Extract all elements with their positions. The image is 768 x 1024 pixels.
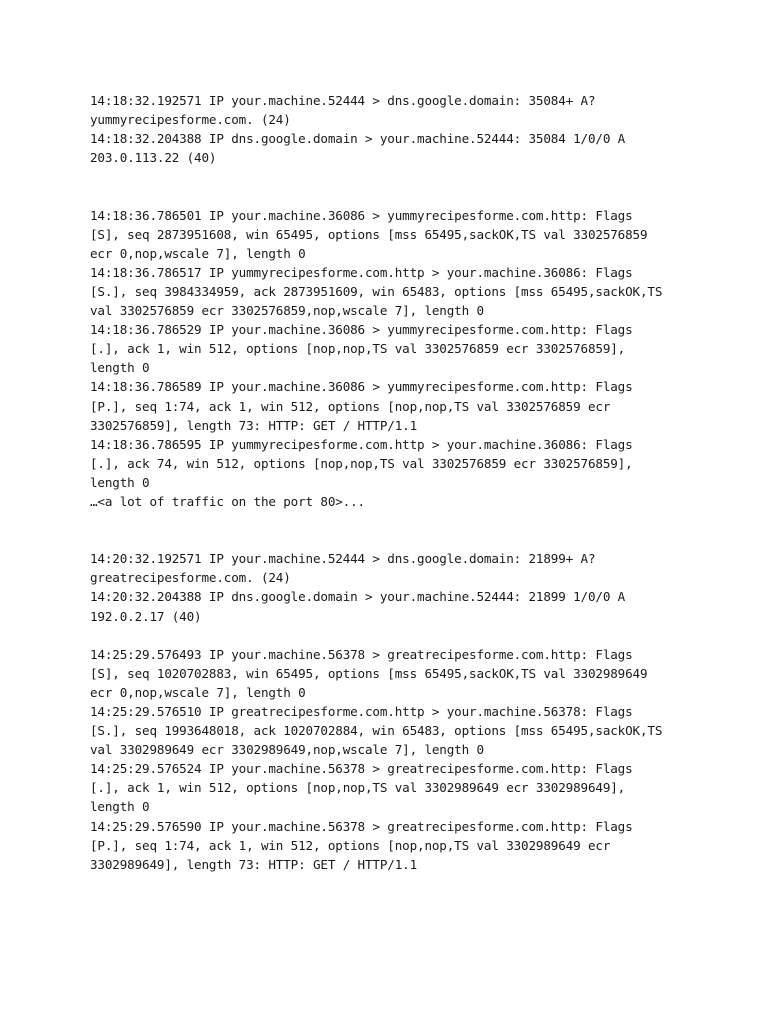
- log-line: [S.], seq 1993648018, ack 1020702884, win 65483, options [mss 65495,sackOK,TS: [90, 723, 663, 739]
- log-line: [S.], seq 3984334959, ack 2873951609, win 65483, options [mss 65495,sackOK,TS: [90, 283, 663, 299]
- log-line: [S], seq 2873951608, win 65495, options [mss 65495,sackOK,TS val 3302576859: [90, 226, 648, 242]
- log-line: 14:25:29.576493 IP your.machine.56378 > greatrecipesforme.com.http: Flags: [90, 646, 633, 662]
- log-line: val 3302989649 ecr 3302989649,nop,wscale 7], length 0: [90, 742, 484, 758]
- log-line: val 3302576859 ecr 3302576859,nop,wscale 7], length 0: [90, 303, 484, 319]
- dns-query-block-2: [90, 549, 690, 625]
- traffic-elision-note: …<a lot of traffic on the port 80>...: [90, 493, 365, 509]
- spacer: [90, 167, 690, 205]
- log-line: 14:25:29.576524 IP your.machine.56378 > greatrecipesforme.com.http: Flags: [90, 761, 633, 777]
- spacer: [90, 511, 690, 549]
- log-line: [.], ack 74, win 512, options [nop,nop,TS val 3302576859 ecr 3302576859],: [90, 455, 633, 471]
- log-line: [.], ack 1, win 512, options [nop,nop,TS val 3302989649 ecr 3302989649],: [90, 780, 626, 796]
- log-line: [P.], seq 1:74, ack 1, win 512, options [nop,nop,TS val 3302576859 ecr: [90, 398, 611, 414]
- log-line: 14:18:36.786589 IP your.machine.36086 > yummyrecipesforme.com.http: Flags: [90, 379, 633, 395]
- log-line: greatrecipesforme.com. (24): [90, 570, 291, 586]
- dns-query-block-1: [90, 91, 690, 167]
- log-line: 14:18:36.786595 IP yummyrecipesforme.com.http > your.machine.36086: Flags: [90, 436, 633, 452]
- log-line: 14:18:32.204388 IP dns.google.domain > your.machine.52444: 35084 1/0/0 A: [90, 131, 626, 147]
- log-line: [P.], seq 1:74, ack 1, win 512, options [nop,nop,TS val 3302989649 ecr: [90, 837, 611, 853]
- log-line: ecr 0,nop,wscale 7], length 0: [90, 245, 306, 261]
- log-line: 14:18:36.786529 IP your.machine.36086 > yummyrecipesforme.com.http: Flags: [90, 322, 633, 338]
- log-line: length 0: [90, 474, 150, 490]
- log-line: length 0: [90, 799, 150, 815]
- log-line: 14:25:29.576510 IP greatrecipesforme.com.http > your.machine.56378: Flags: [90, 704, 633, 719]
- log-line: 14:18:36.786517 IP yummyrecipesforme.com.http > your.machine.36086: Flags: [90, 264, 633, 280]
- log-line: 203.0.113.22 (40): [90, 150, 217, 166]
- http-traffic-block-1: [90, 206, 690, 512]
- http-traffic-block-2: [90, 645, 690, 874]
- log-line: 14:18:36.786501 IP your.machine.36086 > yummyrecipesforme.com.http: Flags: [90, 207, 633, 223]
- log-line: yummyrecipesforme.com. (24): [90, 112, 291, 128]
- log-line: length 0: [90, 360, 150, 376]
- log-line: 3302576859], length 73: HTTP: GET / HTTP/1.1: [90, 417, 418, 433]
- log-line: 3302989649], length 73: HTTP: GET / HTTP/1.1: [90, 856, 418, 872]
- log-line: [.], ack 1, win 512, options [nop,nop,TS val 3302576859 ecr 3302576859],: [90, 341, 626, 357]
- log-line: [S], seq 1020702883, win 65495, options [mss 65495,sackOK,TS val 3302989649: [90, 665, 648, 681]
- log-line: 192.0.2.17 (40): [90, 608, 202, 624]
- log-line: ecr 0,nop,wscale 7], length 0: [90, 684, 306, 700]
- log-line: 14:18:32.192571 IP your.machine.52444 > dns.google.domain: 35084+ A?: [90, 93, 596, 108]
- log-line: 14:25:29.576590 IP your.machine.56378 > greatrecipesforme.com.http: Flags: [90, 818, 633, 834]
- log-line: 14:20:32.204388 IP dns.google.domain > your.machine.52444: 21899 1/0/0 A: [90, 589, 626, 605]
- tcpdump-log: [90, 91, 690, 874]
- log-line: 14:20:32.192571 IP your.machine.52444 > dns.google.domain: 21899+ A?: [90, 551, 596, 567]
- spacer: [90, 626, 690, 645]
